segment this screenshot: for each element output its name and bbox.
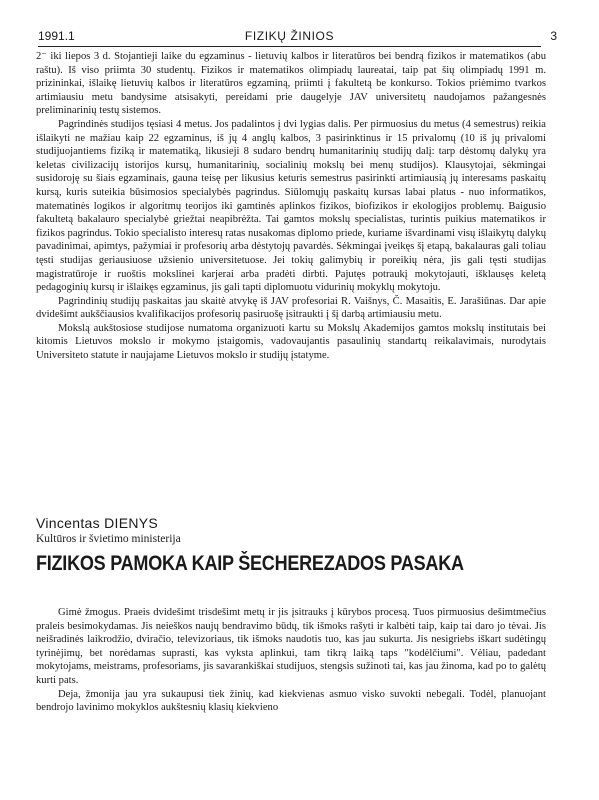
article-body-text	[36, 606, 546, 715]
paragraph: Gimė žmogus. Praeis dvidešimt trisdešimt metų ir jis įsitrauks į kūrybos procesą. Tuos pirmuosius dešimtmečius praleis besimokydamas. Jis neieškos naujų bendravimo būdų, tik išmoks rašyti ir kalbėti taip, kaip tai daro jo tėvai. Jis neišradinės laikrodžio, dviračio, televizoriaus, tik išmoks naudotis tuo, kas jau sukurta. Jis nesigriebs iškart sudėtingų tyrinėjimų, bet norėdamas suprasti, kas vyksta aplinkui, tam tikrą laiką taps "kodėlčiumi". Vėliau, padedant mokytojams, meistrams, profesoriams, jis savarankiškai studijuos, stengsis sužinoti tai, kas jau žinoma, kad po to galėtų kurti pats.	[36, 607, 546, 686]
paragraph: Pagrindinės studijos tęsiasi 4 metus. Jos padalintos į dvi lygias dalis. Per pirmuosius du metus (4 semestrus) reikia išlaikyti ne mažiau kaip 22 egzaminus, iš jų 4 anglų kalbos, 3 pasirinktinus ir 15 privalomų (10 iš jų privalomi studijuojantiems fiziką ir matematiką, likusieji 8 sudaro bendrų humanitarinių studijų dalį: tarp dėstomų dalykų yra keletas civilizacijų istorijos kursų, humanitarinių, socialinių mokslų bei menų studijos). Klausytojai, sėkmingai susidoroję su šiais egzaminais, gauna teisę per likusius keturis semestrus pasirinkti artimiausią jų interesams paskaitų kursą, kuris suteikia būsimosios specialybės pagrindus. Siūlomųjų paskaitų kursas labai platus - nuo informatikos, matematinės logikos ir algoritmų teorijos iki gamtinės aplinkos fizikos, biofizikos ir ekologijos problemų. Baigusio fakultetą bakalauro specialybė griežtai neapibrėžta. Tai gamtos mokslų specialistas, turintis puikius matematikos ir fizikos pagrindus. Tokio specialisto interesų ratas nusakomas diplomo priede, kuriame išvardinami visų išlaikytų dalykų pavadinimai, apimtys, pažymiai ir profesorių arba dėstytojų pavardės. Sėkmingai įveikęs šį etapą, bakalauras gali toliau tęsti studijas geriausiuose užsienio universitetuose. Jei tokių galimybių ir poreikių nėra, jis gali tęsti studijas magistratūroje ir ruoštis mokslinei karjerai arba pradėti dirbti. Pajutęs potraukį mokytojauti, išklausęs keletą pedagoginių kursų ir išlaikęs egzaminus, jis gali tapti diplomuotu vidurinių mokyklų mokytoju.	[36, 118, 546, 294]
paragraph: Mokslą aukštosiose studijose numatoma organizuoti kartu su Mokslų Akademijos gamtos mokslų institutais bei kitomis Lietuvos mokslo ir mokymo įstaigomis, vadovaujantis pasaulinių standartų reikalavimais, nurodytais Universiteto statute ir naujajame Lietuvos mokslo ir studijų įstatyme.	[36, 322, 546, 362]
article-author: Vincentas DIENYS	[36, 515, 159, 531]
journal-title: FIZIKŲ ŽINIOS	[244, 29, 335, 43]
paragraph: Pagrindinių studijų paskaitas jau skaitė atvykę iš JAV profesoriai R. Vaišnys, Č. Masaitis, E. Jarašiūnas. Dar apie dvidešimt aukščiausios kvalifikacijos profesorių pasiruošę įsitraukti į šį darbą artimiausiu metu.	[36, 295, 546, 321]
author-affiliation: Kultūros ir švietimo ministerija	[36, 533, 181, 545]
issue-label: 1991.1	[38, 29, 75, 43]
paragraph: Deja, žmonija jau yra sukaupusi tiek žinių, kad kiekvienas asmuo visko suvokti nebegali. Todėl, planuojant bendrojo lavinimo mokyklos aukštesnių klasių kiekvieno	[36, 688, 546, 714]
page-number: 3	[550, 29, 557, 43]
article-title: FIZIKOS PAMOKA KAIP ŠECHEREZADOS PASAKA	[36, 552, 464, 575]
previous-article-text	[36, 50, 546, 363]
running-header	[38, 26, 557, 47]
paragraph: 2⁻ iki liepos 3 d. Stojantieji laike du egzaminus - lietuvių kalbos ir literatūros bei bendrą fizikos ir matematikos (abu raštu). Iš viso priimta 30 studentų. Fizikos ir matematikos olimpiadų laureatai, taip pat šių olimpiadų 1991 m. prizininkai, išlaikę lietuvių kalbos ir literatūros egzaminą, priimti į fakultetą be konkurso. Tokios priėmimo tvarkos artimiausiu metu bandysime atsisakyti, pereidami prie daugelyje JAV universitetų naudojamos pažangesnės preliminarinių testų sistemos.	[36, 51, 546, 117]
